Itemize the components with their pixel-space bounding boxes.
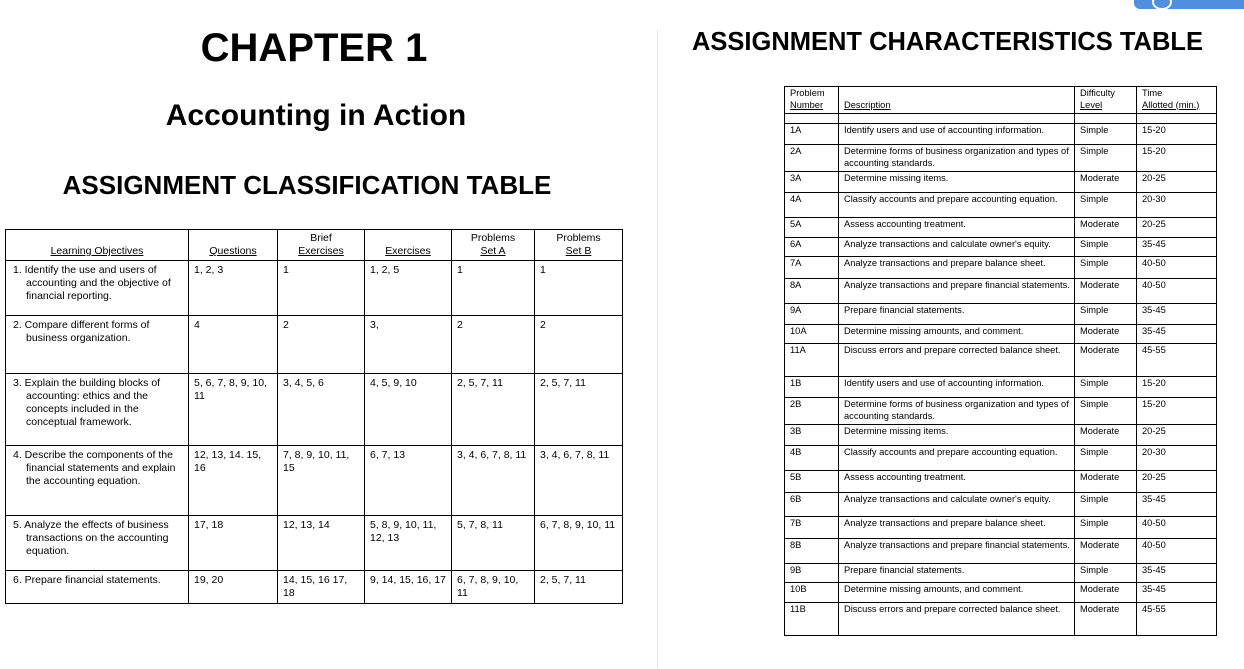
cell-difficulty: Moderate [1075, 425, 1137, 446]
cell-exercises: 6, 7, 13 [365, 446, 452, 516]
cell-time: 20-30 [1137, 446, 1217, 471]
cell-exercises: 5, 8, 9, 10, 11, 12, 13 [365, 516, 452, 571]
cell-questions: 19, 20 [189, 571, 278, 604]
cell-learning-objective: 1. Identify the use and users of accounting and the objective of financial reporting. [6, 261, 189, 316]
cell-problem-number: 2A [785, 145, 839, 172]
cell-difficulty: Simple [1075, 124, 1137, 145]
cell-description: Analyze transactions and calculate owner's equity. [839, 238, 1075, 257]
cell-time: 45-55 [1137, 603, 1217, 636]
page-divider [657, 30, 658, 669]
cell-learning-objective: 5. Analyze the effects of business transactions on the accounting equation. [6, 516, 189, 571]
classification-row [6, 446, 623, 516]
characteristics-row [785, 564, 1217, 583]
characteristics-row [785, 603, 1217, 636]
header-problem-number: Problem Number [785, 87, 839, 114]
cell-time: 20-25 [1137, 425, 1217, 446]
cell-description: Determine missing amounts, and comment. [839, 325, 1075, 344]
cell-time: 35-45 [1137, 583, 1217, 603]
cell-difficulty: Simple [1075, 493, 1137, 517]
cell-brief-exercises: 1 [278, 261, 365, 316]
cell-problem-number: 11A [785, 344, 839, 377]
cell-description: Classify accounts and prepare accounting equation. [839, 446, 1075, 471]
characteristics-row [785, 325, 1217, 344]
header-exercises: Exercises [365, 230, 452, 261]
cell-exercises: 1, 2, 5 [365, 261, 452, 316]
cell-problems-set-a: 2 [452, 316, 535, 374]
cell-problems-set-b: 2, 5, 7, 11 [535, 374, 623, 446]
cell-time: 35-45 [1137, 325, 1217, 344]
characteristics-row [785, 279, 1217, 304]
cell-time: 15-20 [1137, 145, 1217, 172]
cell-difficulty: Moderate [1075, 325, 1137, 344]
cell-difficulty: Simple [1075, 564, 1137, 583]
cell-difficulty: Moderate [1075, 583, 1137, 603]
cell-time: 20-25 [1137, 218, 1217, 238]
header-questions: Questions [189, 230, 278, 261]
characteristics-row [785, 124, 1217, 145]
characteristics-header-row [785, 87, 1217, 114]
characteristics-row [785, 172, 1217, 193]
cell-description: Prepare financial statements. [839, 304, 1075, 325]
cell-learning-objective: 4. Describe the components of the financial statements and explain the accounting equation. [6, 446, 189, 516]
cell-description: Determine missing items. [839, 172, 1075, 193]
cell-problem-number: 8B [785, 539, 839, 564]
characteristics-row [785, 446, 1217, 471]
cell-difficulty: Moderate [1075, 279, 1137, 304]
cell-questions: 1, 2, 3 [189, 261, 278, 316]
cell-difficulty: Simple [1075, 446, 1137, 471]
cell-difficulty: Simple [1075, 398, 1137, 425]
cell-brief-exercises: 12, 13, 14 [278, 516, 365, 571]
cell-learning-objective: 6. Prepare financial statements. [6, 571, 189, 604]
cell-problem-number: 6B [785, 493, 839, 517]
characteristics-row [785, 218, 1217, 238]
cell-description: Determine missing amounts, and comment. [839, 583, 1075, 603]
cell-description: Identify users and use of accounting information. [839, 124, 1075, 145]
characteristics-row [785, 344, 1217, 377]
classification-row [6, 571, 623, 604]
cell-time: 40-50 [1137, 257, 1217, 279]
characteristics-table [784, 86, 1217, 636]
cell-difficulty: Simple [1075, 238, 1137, 257]
cell-time: 20-25 [1137, 172, 1217, 193]
cell-description: Determine forms of business organization and types of accounting standards. [839, 398, 1075, 425]
characteristics-table-title: ASSIGNMENT CHARACTERISTICS TABLE [692, 28, 1203, 56]
cell-problems-set-a: 6, 7, 8, 9, 10, 11 [452, 571, 535, 604]
cell-questions: 4 [189, 316, 278, 374]
cell-description: Discuss errors and prepare corrected balance sheet. [839, 344, 1075, 377]
cell-difficulty: Simple [1075, 377, 1137, 398]
characteristics-row [785, 398, 1217, 425]
cell-learning-objective: 2. Compare different forms of business organization. [6, 316, 189, 374]
cell-problem-number: 8A [785, 279, 839, 304]
cell-exercises: 9, 14, 15, 16, 17 [365, 571, 452, 604]
cell-difficulty: Moderate [1075, 471, 1137, 493]
classification-row [6, 374, 623, 446]
cell-problem-number: 3B [785, 425, 839, 446]
corner-badge-icon[interactable] [1134, 0, 1244, 9]
cell-difficulty: Simple [1075, 193, 1137, 218]
cell-difficulty: Simple [1075, 145, 1137, 172]
cell-problem-number: 2B [785, 398, 839, 425]
cell-time: 40-50 [1137, 539, 1217, 564]
cell-description: Prepare financial statements. [839, 564, 1075, 583]
characteristics-row [785, 193, 1217, 218]
cell-problem-number: 5A [785, 218, 839, 238]
cell-description: Analyze transactions and prepare financial statements. [839, 279, 1075, 304]
cell-problems-set-b: 2 [535, 316, 623, 374]
cell-problem-number: 7A [785, 257, 839, 279]
cell-description: Analyze transactions and prepare balance sheet. [839, 257, 1075, 279]
chapter-subtitle: Accounting in Action [165, 99, 467, 132]
cell-exercises: 4, 5, 9, 10 [365, 374, 452, 446]
cell-description: Assess accounting treatment. [839, 218, 1075, 238]
cell-description: Determine missing items. [839, 425, 1075, 446]
cell-description: Analyze transactions and prepare financial statements. [839, 539, 1075, 564]
classification-table-title: ASSIGNMENT CLASSIFICATION TABLE [62, 170, 552, 200]
classification-row [6, 316, 623, 374]
classification-header-row [6, 230, 623, 261]
cell-time: 15-20 [1137, 398, 1217, 425]
cell-difficulty: Moderate [1075, 539, 1137, 564]
cell-description: Discuss errors and prepare corrected balance sheet. [839, 603, 1075, 636]
cell-description: Identify users and use of accounting information. [839, 377, 1075, 398]
characteristics-row [785, 517, 1217, 539]
cell-time: 35-45 [1137, 304, 1217, 325]
cell-problems-set-a: 5, 7, 8, 11 [452, 516, 535, 571]
header-description: Description [839, 87, 1075, 114]
cell-problem-number: 3A [785, 172, 839, 193]
cell-problem-number: 1B [785, 377, 839, 398]
cell-problem-number: 9A [785, 304, 839, 325]
cell-problem-number: 4A [785, 193, 839, 218]
cell-description: Determine forms of business organization and types of accounting standards. [839, 145, 1075, 172]
cell-time: 35-45 [1137, 238, 1217, 257]
cell-brief-exercises: 3, 4, 5, 6 [278, 374, 365, 446]
characteristics-row [785, 493, 1217, 517]
cell-brief-exercises: 2 [278, 316, 365, 374]
cell-problems-set-b: 3, 4, 6, 7, 8, 11 [535, 446, 623, 516]
cell-questions: 12, 13, 14. 15, 16 [189, 446, 278, 516]
cell-problems-set-b: 1 [535, 261, 623, 316]
header-difficulty-level: Difficulty Level [1075, 87, 1137, 114]
cell-problems-set-a: 1 [452, 261, 535, 316]
characteristics-row [785, 583, 1217, 603]
cell-problem-number: 5B [785, 471, 839, 493]
cell-problems-set-a: 2, 5, 7, 11 [452, 374, 535, 446]
cell-time: 40-50 [1137, 517, 1217, 539]
cell-problem-number: 11B [785, 603, 839, 636]
cell-problems-set-b: 6, 7, 8, 9, 10, 11 [535, 516, 623, 571]
header-problems-set-b: Problems Set B [535, 230, 623, 261]
cell-problems-set-b: 2, 5, 7, 11 [535, 571, 623, 604]
cell-questions: 17, 18 [189, 516, 278, 571]
header-learning-objectives: Learning Objectives [6, 230, 189, 261]
cell-questions: 5, 6, 7, 8, 9, 10, 11 [189, 374, 278, 446]
cell-difficulty: Simple [1075, 304, 1137, 325]
characteristics-row [785, 257, 1217, 279]
chapter-heading: CHAPTER 1 [200, 26, 428, 70]
cell-problem-number: 10B [785, 583, 839, 603]
classification-row [6, 516, 623, 571]
cell-brief-exercises: 14, 15, 16 17, 18 [278, 571, 365, 604]
characteristics-row [785, 539, 1217, 564]
cell-time: 20-25 [1137, 471, 1217, 493]
characteristics-row [785, 471, 1217, 493]
cell-difficulty: Moderate [1075, 603, 1137, 636]
cell-problem-number: 1A [785, 124, 839, 145]
cell-difficulty: Simple [1075, 517, 1137, 539]
cell-description: Classify accounts and prepare accounting equation. [839, 193, 1075, 218]
cell-brief-exercises: 7, 8, 9, 10, 11, 15 [278, 446, 365, 516]
cell-problem-number: 4B [785, 446, 839, 471]
cell-problems-set-a: 3, 4, 6, 7, 8, 11 [452, 446, 535, 516]
cell-time: 20-30 [1137, 193, 1217, 218]
characteristics-row [785, 304, 1217, 325]
cell-difficulty: Simple [1075, 257, 1137, 279]
cell-learning-objective: 3. Explain the building blocks of accounting: ethics and the concepts included in the conceptual framework. [6, 374, 189, 446]
cell-time: 35-45 [1137, 564, 1217, 583]
cell-description: Assess accounting treatment. [839, 471, 1075, 493]
cell-difficulty: Moderate [1075, 218, 1137, 238]
classification-table [5, 229, 623, 604]
cell-time: 15-20 [1137, 377, 1217, 398]
characteristics-row [785, 145, 1217, 172]
cell-problem-number: 10A [785, 325, 839, 344]
characteristics-row [785, 425, 1217, 446]
cell-exercises: 3, [365, 316, 452, 374]
characteristics-row [785, 238, 1217, 257]
header-brief-exercises: Brief Exercises [278, 230, 365, 261]
cell-description: Analyze transactions and calculate owner's equity. [839, 493, 1075, 517]
cell-problem-number: 7B [785, 517, 839, 539]
classification-row [6, 261, 623, 316]
cell-time: 40-50 [1137, 279, 1217, 304]
header-spacer-row [785, 114, 1217, 124]
header-time-allotted: Time Allotted (min.) [1137, 87, 1217, 114]
header-problems-set-a: Problems Set A [452, 230, 535, 261]
cell-problem-number: 6A [785, 238, 839, 257]
cell-difficulty: Moderate [1075, 172, 1137, 193]
cell-difficulty: Moderate [1075, 344, 1137, 377]
cell-time: 15-20 [1137, 124, 1217, 145]
cell-time: 45-55 [1137, 344, 1217, 377]
characteristics-row [785, 377, 1217, 398]
cell-time: 35-45 [1137, 493, 1217, 517]
cell-description: Analyze transactions and prepare balance sheet. [839, 517, 1075, 539]
cell-problem-number: 9B [785, 564, 839, 583]
